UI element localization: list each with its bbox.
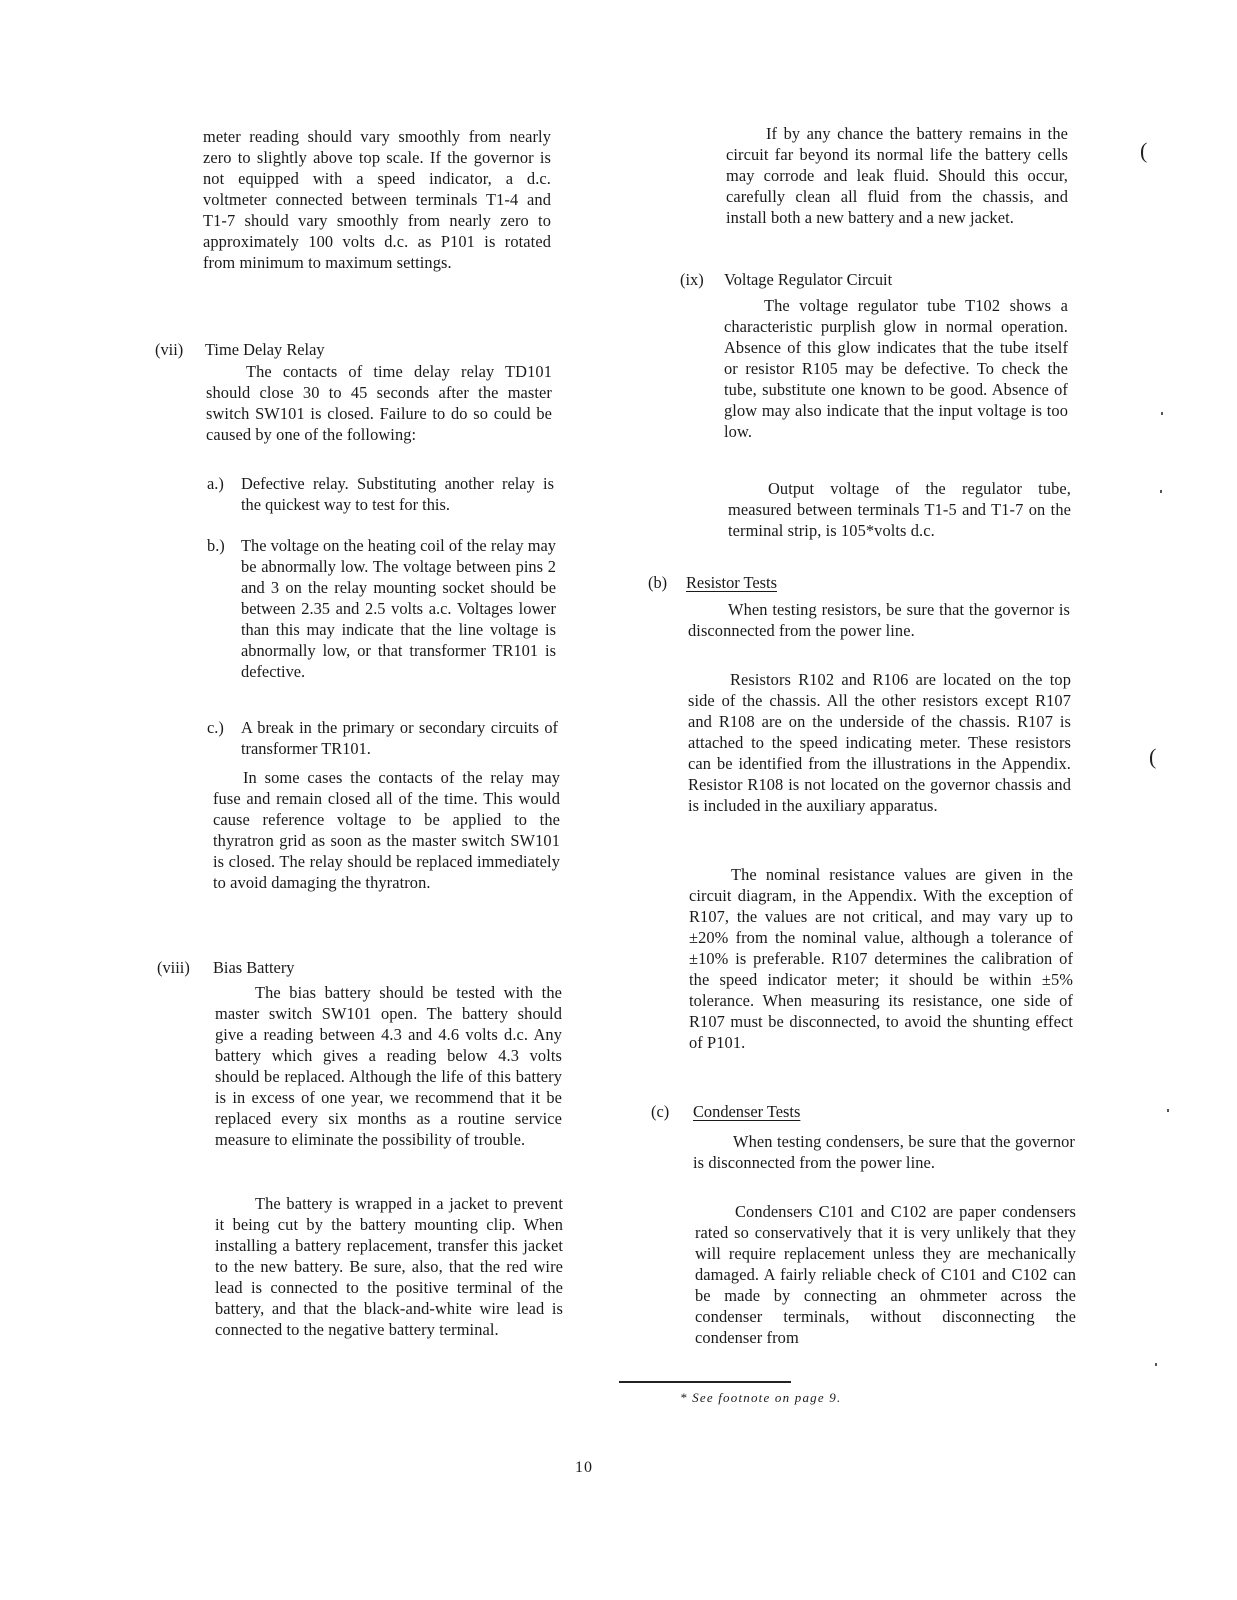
section-title: Resistor Tests: [686, 573, 777, 592]
section-number: (vii): [155, 340, 184, 359]
section-vii-paragraph-2: [213, 767, 560, 893]
footnote-rule: [619, 1381, 791, 1383]
body-text: The nominal resistance values are given in the circuit diagram, in the Appendix. With the exception of R107, the values are not critical, and may vary up to ±20% from the nominal value, although a tolerance of ±10% is preferable. R107 determines the calibration of the speed indicator meter; it should be within ±5% tolerance. When measuring its resistance, one side of R107 must be disconnected, to avoid the shunting effect of P101.: [689, 865, 1073, 1052]
section-number: (c): [651, 1102, 670, 1121]
scan-speck: [1155, 1363, 1157, 1366]
left-intro-paragraph: [203, 126, 551, 273]
section-title: Voltage Regulator Circuit: [724, 270, 893, 289]
section-number: (b): [648, 573, 668, 592]
section-title: Bias Battery: [213, 958, 295, 977]
section-b-paragraph: [688, 599, 1070, 641]
battery-paragraph: [726, 123, 1068, 228]
section-number: (ix): [680, 270, 704, 289]
body-text: The voltage regulator tube T102 shows a characteristic purplish glow in normal operation. Absence of this glow indicates that the tube itself or resistor R105 may be defective. To check the tube, substitute one known to be good. Absence of glow may also indicate that the input voltage is too low.: [724, 296, 1068, 441]
section-b-paragraph-2: [688, 669, 1071, 816]
list-text: Defective relay. Substituting another relay is the quickest way to test for this.: [241, 474, 554, 514]
section-title: Condenser Tests: [693, 1102, 801, 1121]
page-number: 10: [575, 1459, 593, 1476]
section-ix-paragraph-2: [728, 478, 1071, 541]
margin-bracket-mark: (: [1140, 138, 1148, 163]
list-text: The voltage on the heating coil of the relay may be abnormally low. The voltage between pins 2 and 3 on the relay mounting socket should be between 2.35 and 2.5 volts a.c. Voltages lower than this may indicate that the line voltage is abnormally low, or that transformer TR101 is defective.: [241, 536, 556, 681]
body-text: When testing resistors, be sure that the governor is disconnected from the power line.: [688, 600, 1070, 640]
body-text: The battery is wrapped in a jacket to prevent it being cut by the battery mounting clip. When installing a battery replacement, transfer this jacket to the new battery. Be sure, also, that the red wire lead is connected to the positive terminal of the battery, and that the black-and-white wire lead is connected to the negative battery terminal.: [215, 1194, 563, 1339]
body-text: Resistors R102 and R106 are located on the top side of the chassis. All the other resistors except R107 and R108 are on the underside of the chassis. R107 is attached to the speed indicating meter. These resistors can be identified from the illustrations in the Appendix. Resistor R108 is not located on the governor chassis and is included in the auxiliary apparatus.: [688, 670, 1071, 815]
scan-speck: [1167, 1109, 1169, 1112]
body-text: The contacts of time delay relay TD101 should close 30 to 45 seconds after the master switch SW101 is closed. Failure to do so could be caused by one of the following:: [206, 362, 552, 444]
list-label: c.): [207, 718, 224, 737]
list-label: a.): [207, 474, 224, 493]
section-b-paragraph-3: [689, 864, 1073, 1053]
section-title: Time Delay Relay: [205, 340, 325, 359]
list-label: b.): [207, 536, 225, 555]
section-c-paragraph-2: [695, 1201, 1076, 1348]
margin-bracket-mark: (: [1149, 744, 1157, 769]
section-viii-paragraph: [215, 982, 562, 1150]
footnote: * See footnote on page 9.: [680, 1390, 842, 1405]
body-text: Condensers C101 and C102 are paper condensers rated so conservatively that it is very unlikely that they will require replacement unless they are mechanically damaged. A fairly reliable check of C101 and C102 can be made by connecting an ohmmeter across the condenser terminals, without disconnecting the condenser from: [695, 1202, 1076, 1347]
section-ix-paragraph: [724, 295, 1068, 442]
scan-speck: [1160, 490, 1162, 493]
body-text: In some cases the contacts of the relay may fuse and remain closed all of the time. This would cause reference voltage to be applied to the thyratron grid as soon as the master switch SW101 is closed. The relay should be replaced immediately to avoid damaging the thyratron.: [213, 768, 560, 892]
section-c-paragraph: [693, 1131, 1075, 1173]
body-text: Output voltage of the regulator tube, measured between terminals T1-5 and T1-7 on the terminal strip, is 105*volts d.c.: [728, 479, 1071, 540]
body-text: When testing condensers, be sure that the governor is disconnected from the power line.: [693, 1132, 1075, 1172]
list-text: A break in the primary or secondary circuits of transformer TR101.: [241, 718, 558, 758]
section-vii-paragraph: [206, 361, 552, 445]
intro-text: meter reading should vary smoothly from nearly zero to slightly above top scale. If the governor is not equipped with a speed indicator, a d.c. voltmeter connected between terminals T1-4 and T1-7 should vary smoothly from nearly zero to approximately 100 volts d.c. as P101 is rotated from minimum to maximum settings.: [203, 127, 551, 272]
section-viii-paragraph-2: [215, 1193, 563, 1340]
scan-speck: [1161, 412, 1163, 415]
section-number: (viii): [157, 958, 190, 977]
body-text: The bias battery should be tested with the master switch SW101 open. The battery should give a reading between 4.3 and 4.6 volts d.c. Any battery which gives a reading below 4.3 volts should be replaced. Although the life of this battery is in excess of one year, we recommend that it be replaced every six months as a routine service measure to eliminate the possibility of trouble.: [215, 983, 562, 1149]
body-text: If by any chance the battery remains in the circuit far beyond its normal life the battery cells may corrode and leak fluid. Should this occur, carefully clean all fluid from the chassis, and install both a new battery and a new jacket.: [726, 124, 1068, 227]
